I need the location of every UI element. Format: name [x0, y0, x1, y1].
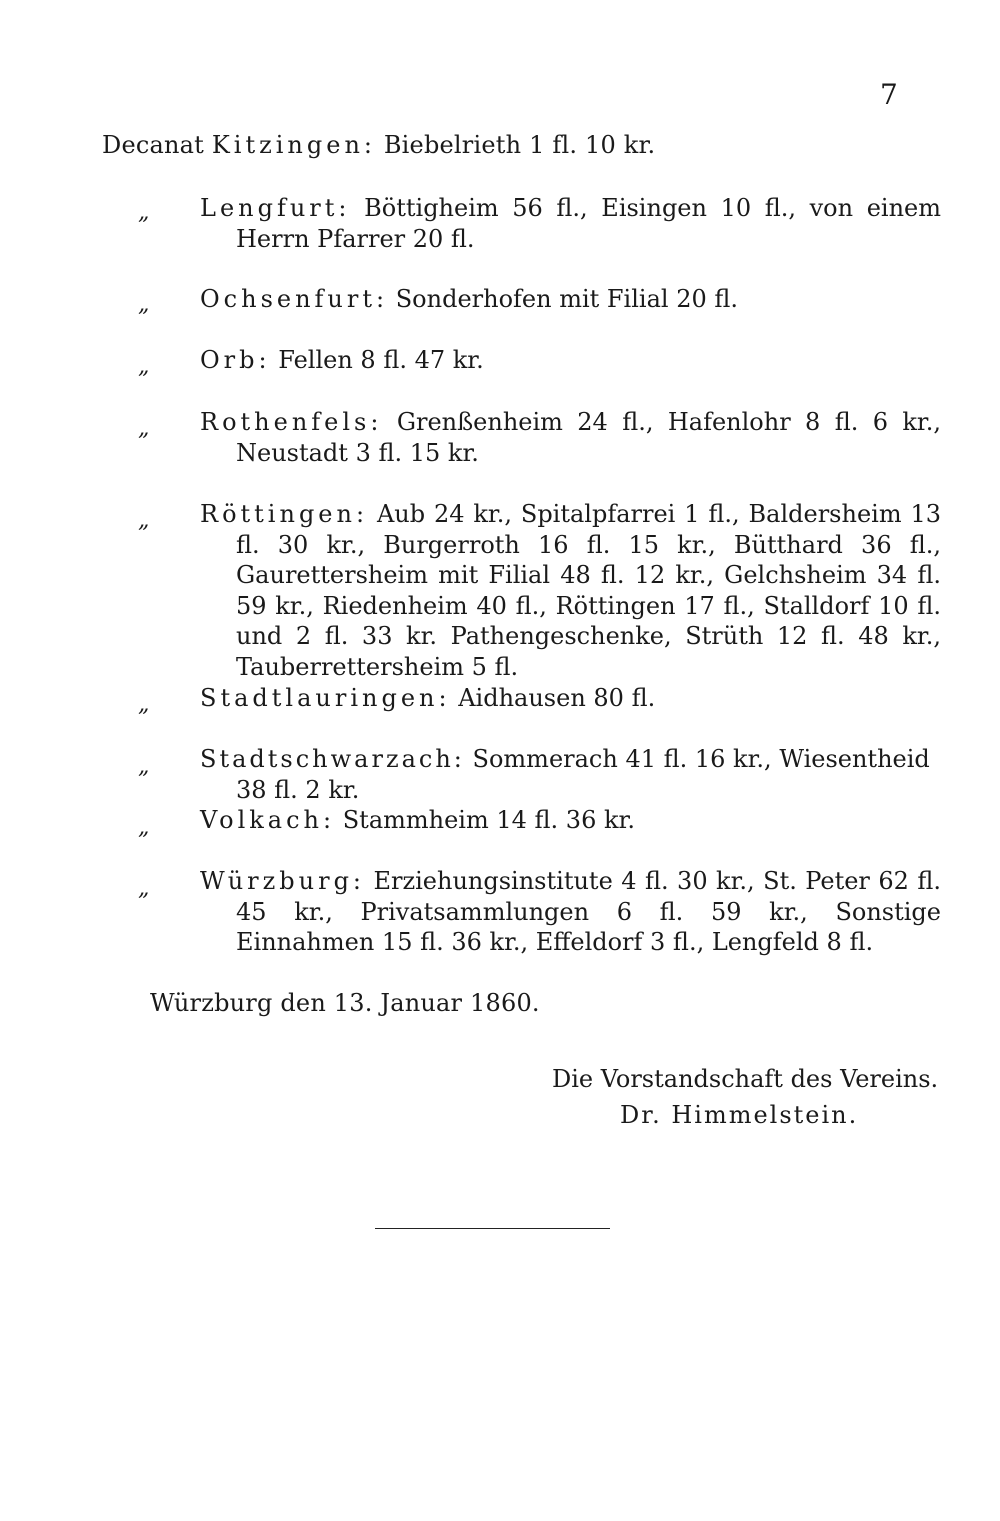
closing-rule — [375, 1228, 610, 1229]
signature-line-2: Dr. Himmelstein. — [620, 1101, 859, 1129]
entry-place: Stadtschwarzach: — [200, 745, 465, 773]
entry-text: Fellen 8 fl. 47 kr. — [278, 346, 484, 374]
ditto-mark: „ — [138, 354, 150, 379]
entry-text: Stammheim 14 fl. 36 kr. — [342, 806, 635, 834]
entry-place: Rothenfels: — [200, 408, 383, 436]
entry-text: Sonderhofen mit Filial 20 fl. — [395, 285, 739, 313]
ditto-mark: „ — [138, 815, 150, 840]
entry-text: Aidhausen 80 fl. — [458, 684, 656, 712]
entry-roettingen — [200, 499, 941, 682]
ditto-mark: „ — [138, 754, 150, 779]
entry-volkach — [200, 805, 941, 836]
entry-stadtschwarzach — [200, 744, 941, 805]
decanat-text: Biebelrieth 1 fl. 10 kr. — [383, 131, 656, 159]
entry-place: Röttingen: — [200, 500, 369, 528]
entry-place: Stadtlauringen: — [200, 684, 451, 712]
ditto-mark: „ — [138, 200, 150, 225]
entry-text: Sommerach 41 fl. 16 kr., Wiesentheid 38 fl. 2 kr. — [236, 745, 930, 804]
entry-wuerzburg — [200, 866, 941, 958]
entry-place: Volkach: — [200, 806, 336, 834]
page-number: 7 — [880, 78, 898, 111]
entry-text: Böttigheim 56 fl., Eisingen 10 fl., von einem Herrn Pfarrer 20 fl. — [236, 194, 941, 253]
entry-lengfurt — [200, 193, 941, 254]
entry-place: Ochsenfurt: — [200, 285, 389, 313]
decanat-place: Kitzingen: — [211, 131, 376, 159]
entry-place: Würzburg: — [200, 867, 366, 895]
ditto-mark: „ — [138, 508, 150, 533]
ditto-mark: „ — [138, 876, 150, 901]
entry-text: Grenßenheim 24 fl., Hafenlohr 8 fl. 6 kr., Neustadt 3 fl. 15 kr. — [236, 408, 941, 467]
ditto-mark: „ — [138, 692, 150, 717]
entry-place: Lengfurt: — [200, 194, 351, 222]
entry-place: Orb: — [200, 346, 271, 374]
entry-ochsenfurt — [200, 284, 941, 315]
ditto-mark: „ — [138, 292, 150, 317]
entry-orb — [200, 345, 941, 376]
decanat-header — [102, 130, 655, 160]
entry-stadtlauringen — [200, 683, 941, 714]
ditto-mark: „ — [138, 416, 150, 441]
decanat-label: Decanat — [102, 131, 205, 159]
entry-rothenfels — [200, 407, 941, 468]
entry-text: Erziehungsinstitute 4 fl. 30 kr., St. Peter 62 fl. 45 kr., Privatsammlungen 6 fl. 59 kr., Sonstige Einnahmen 15 fl. 36 kr., Effeldorf 3 fl., Lengfeld 8 fl. — [236, 867, 941, 956]
entry-text: Aub 24 kr., Spitalpfarrei 1 fl., Baldersheim 13 fl. 30 kr., Burgerroth 16 fl. 15 kr., Bütthard 36 fl., Gaurettersheim mit Filial 48 fl. 12 kr., Gelchsheim 34 fl. 59 kr., Riedenheim 40 fl., Röttingen 17 fl., Stalldorf 10 fl. und 2 fl. 33 kr. Pathengeschenke, Strüth 12 fl. 48 kr., Tauberrettersheim 5 fl. — [236, 500, 941, 681]
signature-line-1: Die Vorstandschaft des Vereins. — [552, 1065, 939, 1093]
date-line: Würzburg den 13. Januar 1860. — [150, 989, 540, 1017]
